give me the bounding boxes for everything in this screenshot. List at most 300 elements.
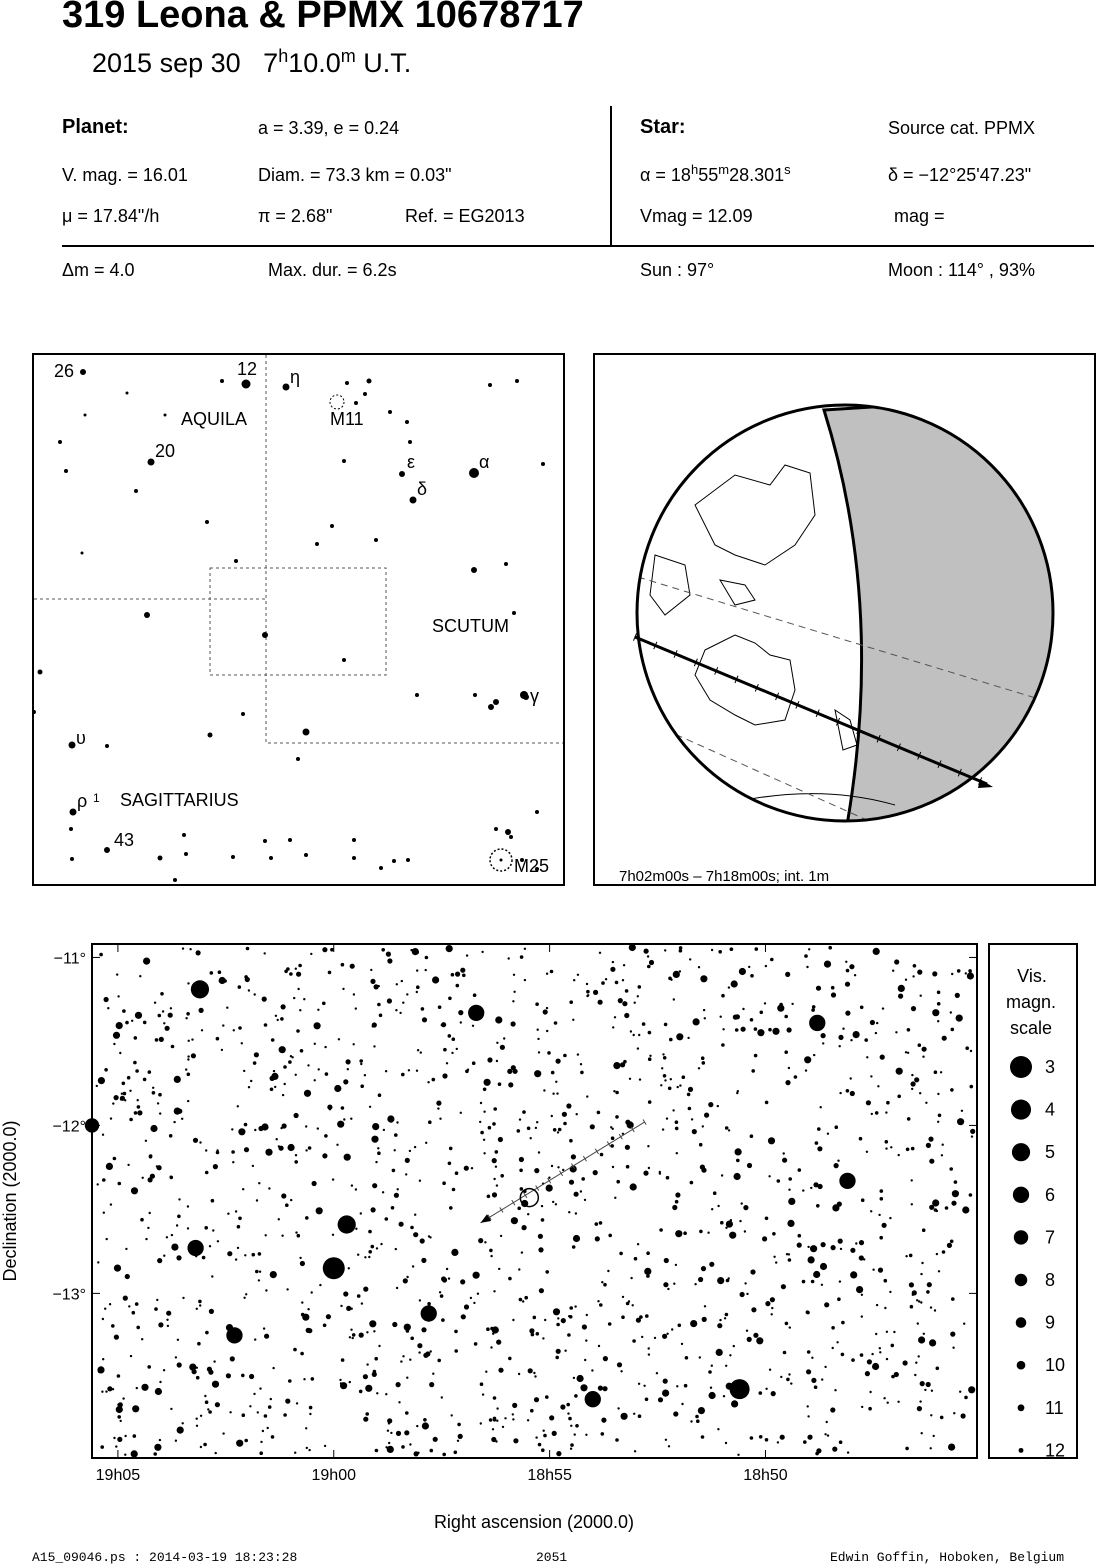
field-star	[96, 1085, 98, 1087]
field-star	[788, 1198, 795, 1205]
field-star	[645, 1398, 649, 1402]
field-star	[112, 1102, 114, 1104]
field-star	[159, 1112, 161, 1114]
field-star	[189, 948, 191, 950]
field-star	[137, 1105, 141, 1109]
field-star	[276, 1138, 278, 1140]
finder-star	[494, 827, 498, 831]
field-star	[262, 1430, 264, 1432]
finder-star	[69, 827, 73, 831]
field-star	[893, 1331, 895, 1333]
field-star	[421, 1258, 426, 1263]
field-star	[136, 1387, 138, 1389]
label-gamma: γ	[530, 686, 539, 706]
field-star	[406, 993, 408, 995]
field-star	[951, 1028, 955, 1032]
field-star	[157, 1258, 162, 1263]
field-star	[620, 1370, 622, 1372]
field-star	[175, 1356, 177, 1358]
field-star	[704, 1113, 709, 1118]
legend-label: 7	[1045, 1227, 1056, 1248]
field-star	[911, 1088, 913, 1090]
field-star	[249, 1405, 251, 1407]
bright-star	[468, 1005, 484, 1021]
field-star	[512, 1319, 514, 1321]
bright-star	[323, 1257, 345, 1279]
field-star	[314, 1043, 316, 1045]
label-sagittarius: SAGITTARIUS	[120, 790, 239, 810]
field-star	[517, 1207, 521, 1211]
field-star	[791, 1003, 793, 1005]
field-star	[807, 1405, 809, 1407]
field-star	[561, 1318, 566, 1323]
field-star	[811, 1378, 816, 1383]
field-star	[199, 1141, 201, 1143]
field-star	[692, 1129, 697, 1134]
field-star	[270, 1076, 275, 1081]
finder-star	[405, 420, 409, 424]
legend-symbol	[1019, 1448, 1024, 1453]
field-star	[581, 1177, 585, 1181]
field-star	[612, 1026, 614, 1028]
field-star	[773, 1256, 775, 1258]
field-star	[295, 1074, 297, 1076]
field-star	[838, 1035, 843, 1040]
field-star	[696, 1419, 700, 1423]
field-star	[932, 971, 937, 976]
field-star	[853, 1031, 860, 1038]
field-star	[318, 1068, 320, 1070]
field-star	[886, 1101, 890, 1105]
field-star	[790, 1382, 792, 1384]
field-star	[849, 964, 854, 969]
field-star	[782, 1158, 787, 1163]
field-star	[131, 1450, 138, 1457]
field-star	[271, 1038, 275, 1042]
finder-star	[283, 384, 290, 391]
field-star	[552, 1431, 557, 1436]
field-star	[556, 1092, 558, 1094]
field-star	[349, 1336, 351, 1338]
field-star	[729, 1354, 731, 1356]
field-star	[250, 1080, 252, 1082]
field-star	[875, 1111, 879, 1115]
field-star	[294, 1113, 299, 1118]
field-star	[771, 1307, 773, 1309]
field-star	[111, 1324, 115, 1328]
field-star	[355, 1228, 357, 1230]
field-star	[647, 1145, 649, 1147]
field-star	[670, 1078, 672, 1080]
field-star	[879, 1347, 881, 1349]
field-star	[343, 1291, 348, 1296]
field-star	[490, 1255, 492, 1257]
field-star	[936, 1253, 938, 1255]
field-star	[300, 1352, 304, 1356]
field-star	[951, 1297, 955, 1301]
field-star	[590, 1124, 595, 1129]
field-star	[496, 1340, 501, 1345]
field-star	[787, 1027, 792, 1032]
field-star	[687, 1093, 691, 1097]
field-star	[595, 1222, 599, 1226]
field-star	[357, 1254, 359, 1256]
field-star	[538, 1051, 540, 1053]
label-m25: M25	[514, 856, 550, 876]
field-star	[508, 1277, 512, 1281]
field-star	[231, 1128, 233, 1130]
field-star	[574, 1394, 578, 1398]
field-star	[348, 1267, 350, 1269]
field-star	[436, 1101, 441, 1106]
field-star	[368, 1230, 372, 1234]
field-star	[216, 1037, 220, 1041]
field-star	[538, 1443, 542, 1447]
star-vmag: Vmag = 12.09	[640, 206, 753, 226]
legend-title-line: Vis.	[1017, 966, 1047, 986]
field-star	[911, 1006, 916, 1011]
field-star	[319, 1284, 321, 1286]
field-star	[149, 1212, 151, 1214]
field-star	[839, 1440, 843, 1444]
finder-star	[515, 379, 519, 383]
field-star	[238, 985, 242, 989]
field-star	[177, 1427, 184, 1434]
field-star	[122, 1009, 126, 1013]
field-star	[317, 1127, 319, 1129]
field-star	[887, 1402, 889, 1404]
field-star	[341, 1358, 345, 1362]
field-star	[772, 1028, 779, 1035]
field-star	[601, 1281, 603, 1283]
field-star	[395, 1248, 397, 1250]
field-star	[495, 1016, 502, 1023]
field-star	[905, 1051, 907, 1053]
field-star	[534, 1168, 539, 1173]
field-star	[377, 1003, 381, 1007]
field-star	[254, 1129, 256, 1131]
field-star	[394, 1149, 396, 1151]
field-star	[305, 1427, 307, 1429]
field-star	[409, 1150, 411, 1152]
field-star	[701, 1056, 705, 1060]
field-star	[274, 1086, 276, 1088]
field-star	[630, 1030, 632, 1032]
field-star	[371, 1207, 376, 1212]
field-star	[324, 1445, 326, 1447]
field-star	[123, 1092, 127, 1096]
field-star	[512, 1000, 514, 1002]
y-tick-label: −13°	[52, 1286, 86, 1304]
field-star	[551, 1115, 553, 1117]
field-star	[870, 1020, 875, 1025]
field-star	[296, 972, 301, 977]
field-star	[492, 1192, 497, 1197]
field-star	[442, 1277, 447, 1282]
field-star	[290, 1199, 292, 1201]
field-star	[675, 1200, 679, 1204]
field-star	[744, 1282, 746, 1284]
field-star	[423, 1353, 428, 1358]
field-star	[451, 1249, 458, 1256]
field-star	[538, 1247, 543, 1252]
finder-star	[523, 694, 529, 700]
field-star	[241, 1374, 245, 1378]
field-star	[817, 1146, 822, 1151]
field-star	[911, 1179, 913, 1181]
field-star	[135, 1012, 142, 1019]
field-star	[827, 1133, 829, 1135]
field-star	[252, 1165, 254, 1167]
field-star	[133, 1061, 137, 1065]
field-star	[546, 1030, 548, 1032]
field-star	[175, 1440, 177, 1442]
field-star	[775, 1261, 777, 1263]
field-star	[492, 1158, 497, 1163]
field-star	[622, 1296, 624, 1298]
field-star	[496, 1042, 498, 1044]
field-star	[669, 1038, 673, 1042]
field-star	[107, 1007, 109, 1009]
field-star	[889, 1217, 891, 1219]
field-star	[701, 1266, 706, 1271]
field-star	[675, 1192, 680, 1197]
field-star	[660, 1084, 662, 1086]
field-star	[573, 979, 575, 981]
finder-star	[392, 859, 396, 863]
field-star	[130, 1355, 132, 1357]
field-star	[835, 1125, 839, 1129]
star-chart	[0, 930, 1096, 1540]
field-star	[527, 1419, 529, 1421]
field-star	[533, 1316, 537, 1320]
field-star	[868, 1407, 872, 1411]
field-star	[813, 1182, 818, 1187]
field-star	[626, 1165, 630, 1169]
field-star	[489, 1418, 493, 1422]
field-star	[850, 1091, 855, 1096]
field-star	[404, 1430, 409, 1435]
field-star	[159, 1037, 164, 1042]
field-star	[947, 1243, 952, 1248]
field-star	[882, 1223, 887, 1228]
field-star	[932, 1009, 939, 1016]
field-star	[781, 1284, 786, 1289]
field-star	[159, 1168, 161, 1170]
finder-star	[220, 379, 224, 383]
field-star	[806, 1369, 811, 1374]
field-star	[601, 1418, 606, 1423]
field-star	[886, 1331, 888, 1333]
finder-star	[512, 611, 516, 615]
field-star	[709, 1392, 716, 1399]
field-star	[898, 985, 905, 992]
field-star	[114, 1335, 119, 1340]
field-star	[283, 1413, 287, 1417]
field-star	[610, 967, 615, 972]
finder-star	[184, 852, 188, 856]
field-star	[746, 1293, 748, 1295]
field-star	[524, 948, 526, 950]
field-star	[496, 1420, 498, 1422]
field-star	[926, 1382, 931, 1387]
field-star	[379, 1014, 383, 1018]
field-star	[630, 1277, 632, 1279]
field-star	[591, 1369, 593, 1371]
field-star	[512, 1418, 514, 1420]
field-star	[725, 1313, 729, 1317]
finder-star	[205, 520, 209, 524]
finder-star	[69, 742, 76, 749]
legend-label: 9	[1045, 1312, 1056, 1333]
field-star	[342, 988, 344, 990]
field-star	[123, 1296, 128, 1301]
field-star	[726, 1221, 733, 1228]
field-star	[420, 1051, 422, 1053]
field-star	[135, 1069, 139, 1073]
field-star	[850, 1077, 852, 1079]
field-star	[377, 1147, 379, 1149]
field-star	[212, 1381, 219, 1388]
field-star	[784, 1015, 788, 1019]
field-star	[458, 1010, 463, 1015]
field-star	[265, 1149, 272, 1156]
field-star	[845, 1011, 850, 1016]
legend-label: 4	[1045, 1099, 1056, 1120]
finder-star	[406, 858, 410, 862]
star-source: Source cat. PPMX	[888, 118, 1036, 138]
field-star	[396, 1287, 398, 1289]
field-star	[143, 1078, 147, 1082]
field-star	[460, 1021, 462, 1023]
field-star	[155, 1388, 162, 1395]
field-star	[387, 998, 392, 1003]
field-star	[309, 1406, 313, 1410]
bright-star	[191, 980, 209, 998]
field-star	[831, 992, 836, 997]
field-star	[542, 1337, 544, 1339]
field-star	[182, 1297, 184, 1299]
field-star	[158, 1014, 162, 1018]
finder-star	[504, 562, 508, 566]
field-star	[163, 1255, 165, 1257]
field-star	[495, 1150, 499, 1154]
field-star	[477, 1273, 479, 1275]
field-star	[918, 1336, 925, 1343]
field-star	[571, 1154, 576, 1159]
field-star	[627, 1121, 634, 1128]
field-star	[765, 965, 767, 967]
field-star	[369, 1106, 371, 1108]
field-star	[870, 1075, 872, 1077]
field-star	[783, 1152, 785, 1154]
field-star	[649, 1055, 651, 1057]
field-star	[690, 1320, 697, 1327]
field-star	[396, 1121, 398, 1123]
field-star	[153, 1452, 157, 1456]
field-star	[425, 956, 429, 960]
field-star	[387, 1430, 389, 1432]
field-star	[157, 1102, 159, 1104]
field-star	[614, 1197, 616, 1199]
field-star	[615, 1091, 619, 1095]
field-star	[891, 1375, 895, 1379]
field-star	[517, 1129, 521, 1133]
field-star	[427, 1081, 429, 1083]
field-star	[723, 1395, 725, 1397]
field-star	[408, 1069, 410, 1071]
field-star	[492, 1326, 499, 1333]
field-star	[353, 1043, 355, 1045]
field-star	[750, 1436, 754, 1440]
field-star	[930, 1306, 932, 1308]
field-star	[483, 1139, 485, 1141]
finder-star	[354, 401, 358, 405]
field-star	[295, 1154, 297, 1156]
field-star	[396, 1382, 401, 1387]
field-star	[576, 1113, 578, 1115]
label-aquila: AQUILA	[181, 409, 248, 429]
field-star	[672, 1205, 677, 1210]
field-star	[377, 1151, 381, 1155]
field-star	[152, 1091, 156, 1095]
finder-star	[488, 704, 494, 710]
field-star	[965, 972, 967, 974]
field-star	[850, 1248, 855, 1253]
field-star	[519, 1157, 524, 1162]
finder-star	[352, 856, 356, 860]
field-star	[363, 1374, 368, 1379]
field-star	[772, 1232, 776, 1236]
field-star	[804, 1056, 811, 1063]
field-star	[270, 1271, 277, 1278]
field-star	[135, 1302, 139, 1306]
bright-star	[226, 1327, 242, 1343]
field-star	[617, 1407, 619, 1409]
field-star	[648, 1347, 650, 1349]
field-star	[423, 1418, 427, 1422]
field-star	[788, 1189, 790, 1191]
field-star	[456, 1048, 458, 1050]
field-star	[882, 1007, 884, 1009]
legend-symbol	[1017, 1361, 1026, 1370]
field-star	[805, 1069, 807, 1071]
field-star	[199, 1304, 201, 1306]
field-star	[612, 1128, 614, 1130]
field-star	[104, 1308, 106, 1310]
field-star	[117, 1023, 121, 1027]
field-star	[803, 1440, 807, 1444]
field-star	[634, 1450, 636, 1452]
moon-info: Moon : 114° , 93%	[888, 260, 1035, 280]
field-star	[326, 1314, 331, 1319]
legend-label: 11	[1045, 1397, 1064, 1418]
field-star	[839, 1280, 841, 1282]
field-star	[452, 1188, 456, 1192]
field-star	[929, 1339, 936, 1346]
field-star	[666, 1117, 668, 1119]
field-star	[682, 1075, 686, 1079]
field-star	[605, 978, 607, 980]
field-star	[360, 1084, 364, 1088]
event-time-hours: 7	[263, 48, 279, 78]
field-star	[707, 1232, 709, 1234]
finder-star	[352, 838, 356, 842]
bright-star	[421, 1305, 437, 1321]
planet-vmag: V. mag. = 16.01	[62, 165, 188, 185]
field-star	[346, 1306, 351, 1311]
field-star	[368, 1250, 372, 1254]
